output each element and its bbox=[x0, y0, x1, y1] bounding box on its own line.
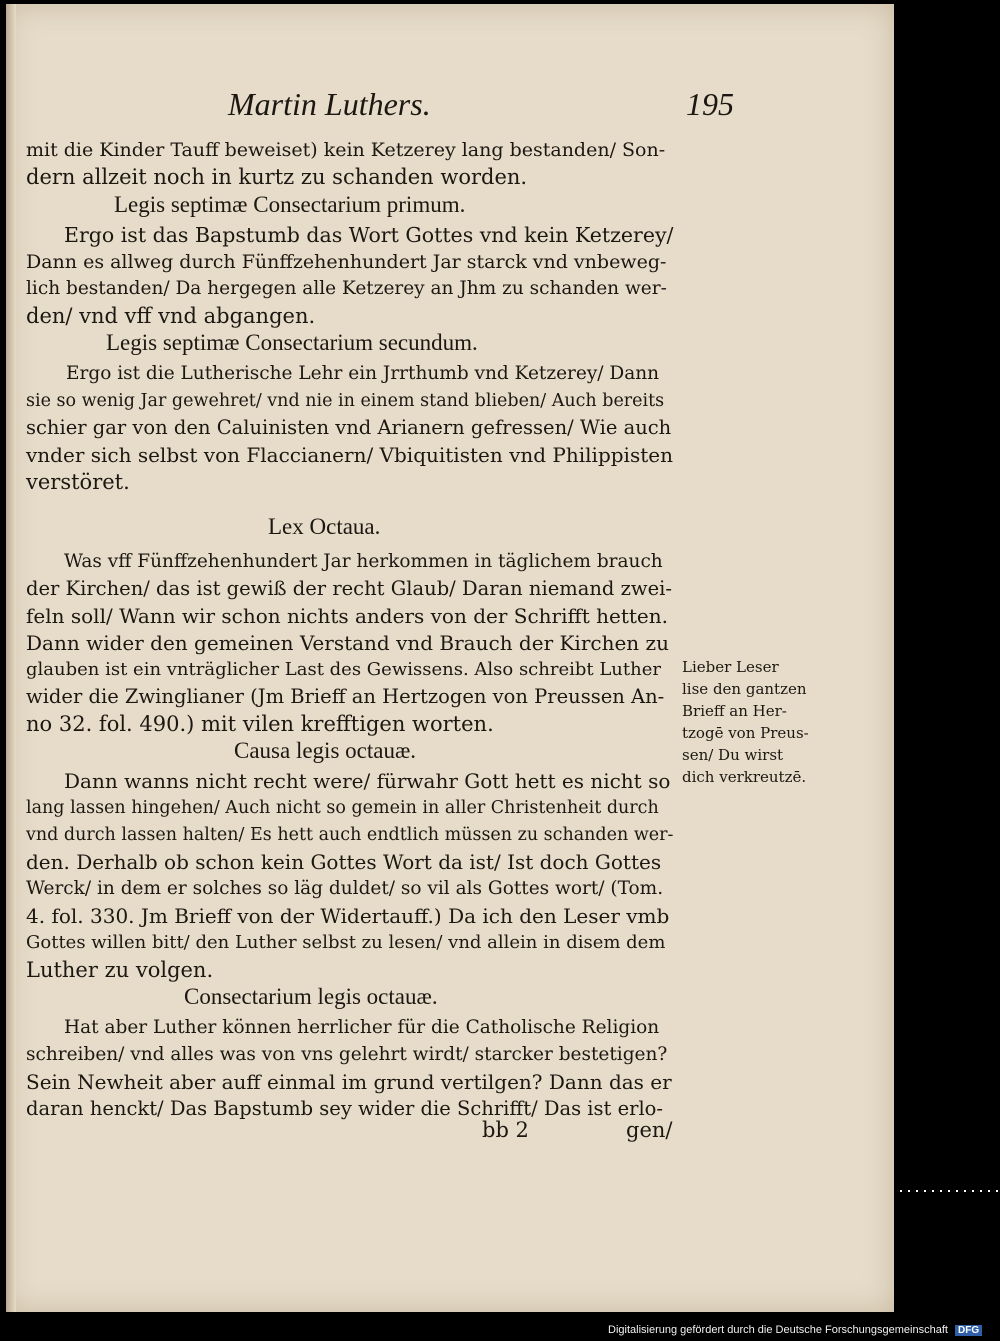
text-line: vnder sich selbst von Flaccianern/ Vbiquitisten vnd Philippisten bbox=[26, 443, 673, 467]
catchword: gen/ bbox=[626, 1118, 673, 1142]
dfg-logo: DFG bbox=[955, 1325, 982, 1336]
text-line: dern allzeit noch in kurtz zu schanden worden. bbox=[26, 165, 528, 189]
running-title: Martin Luthers. bbox=[228, 86, 431, 122]
text-line: schreiben/ vnd alles was von vns gelehrt wirdt/ starcker bestetigen? bbox=[26, 1044, 668, 1065]
footer-credit bbox=[608, 1324, 982, 1336]
footer-text: Digitalisierung gefördert durch die Deutsche Forschungsgemeinschaft bbox=[608, 1324, 948, 1336]
text-line: den. Derhalb ob schon kein Gottes Wort da ist/ Ist doch Gottes bbox=[26, 850, 662, 874]
text-line: no 32. fol. 490.) mit vilen krefftigen worten. bbox=[26, 712, 494, 736]
page-number: 195 bbox=[686, 86, 734, 122]
text-line: Dann wanns nicht recht were/ fürwahr Gott hett es nicht so bbox=[64, 769, 671, 793]
text-line: glauben ist ein vnträglicher Last des Gewissens. Also schreibt Luther bbox=[26, 659, 661, 680]
text-line: Hat aber Luther können herrlicher für die Catholische Religion bbox=[64, 1017, 660, 1038]
margin-note-line: Brieff an Her- bbox=[682, 702, 787, 720]
book-page bbox=[6, 4, 894, 1312]
text-line: Ergo ist das Bapstumb das Wort Gottes vnd kein Ketzerey/ bbox=[64, 223, 674, 247]
section-heading: Consectarium legis octauæ. bbox=[184, 984, 438, 1009]
text-line: Ergo ist die Lutherische Lehr ein Jrrthumb vnd Ketzerey/ Dann bbox=[66, 363, 660, 384]
text-line: der Kirchen/ das ist gewiß der recht Glaub/ Daran niemand zwei- bbox=[26, 577, 672, 600]
text-line: Dann wider den gemeinen Verstand vnd Brauch der Kirchen zu bbox=[26, 631, 669, 655]
text-line: daran henckt/ Das Bapstumb sey wider die Schrifft/ Das ist erlo- bbox=[26, 1097, 664, 1120]
text-line: feln soll/ Wann wir schon nichts anders von der Schrifft hetten. bbox=[26, 604, 668, 628]
text-line: schier gar von den Caluinisten vnd Arianern gefressen/ Wie auch bbox=[26, 416, 672, 439]
section-heading: Lex Octaua. bbox=[268, 514, 381, 539]
text-line: Gottes willen bitt/ den Luther selbst zu lesen/ vnd allein in disem dem bbox=[26, 932, 666, 953]
margin-note-line: sen/ Du wirst bbox=[682, 746, 784, 764]
section-heading: Causa legis octauæ. bbox=[234, 738, 417, 763]
margin-note-line: lise den gantzen bbox=[682, 680, 807, 698]
text-line: verstöret. bbox=[26, 470, 130, 494]
text-line: Dann es allweg durch Fünffzehenhundert Jar starck vnd vnbeweg- bbox=[26, 251, 667, 273]
margin-note-line: Lieber Leser bbox=[682, 658, 779, 676]
text-line: den/ vnd vff vnd abgangen. bbox=[26, 304, 316, 328]
text-line: wider die Zwinglianer (Jm Brieff an Hertzogen von Preussen An- bbox=[26, 685, 665, 708]
text-line: vnd durch lassen halten/ Es hett auch endtlich müssen zu schanden wer- bbox=[26, 825, 674, 845]
text-line: sie so wenig Jar gewehret/ vnd nie in einem stand blieben/ Auch bereits bbox=[26, 391, 665, 411]
signature-mark: bb 2 bbox=[482, 1118, 529, 1142]
text-line: mit die Kinder Tauff beweiset) kein Ketzerey lang bestanden/ Son- bbox=[26, 139, 666, 161]
margin-note-line: dich verkreutzē. bbox=[682, 768, 807, 786]
text-line: lang lassen hingehen/ Auch nicht so gemein in aller Christenheit durch bbox=[26, 798, 659, 818]
text-line: Sein Newheit aber auff einmal im grund vertilgen? Dann das er bbox=[26, 1070, 672, 1094]
text-line: lich bestanden/ Da hergegen alle Ketzerey an Jhm zu schanden wer- bbox=[26, 278, 667, 299]
text-line: Was vff Fünffzehenhundert Jar herkommen in täglichem brauch bbox=[64, 551, 663, 572]
text-line: Luther zu volgen. bbox=[26, 958, 214, 982]
scan-edge-dots bbox=[900, 1190, 1000, 1192]
section-heading: Legis septimæ Consectarium secundum. bbox=[106, 330, 478, 355]
section-heading: Legis septimæ Consectarium primum. bbox=[114, 192, 466, 217]
text-line: Werck/ in dem er solches so läg duldet/ so vil als Gottes wort/ (Tom. bbox=[26, 878, 664, 899]
text-line: 4. fol. 330. Jm Brieff von der Widertauff.) Da ich den Leser vmb bbox=[26, 904, 670, 928]
margin-note-line: tzogē von Preus- bbox=[682, 724, 809, 742]
